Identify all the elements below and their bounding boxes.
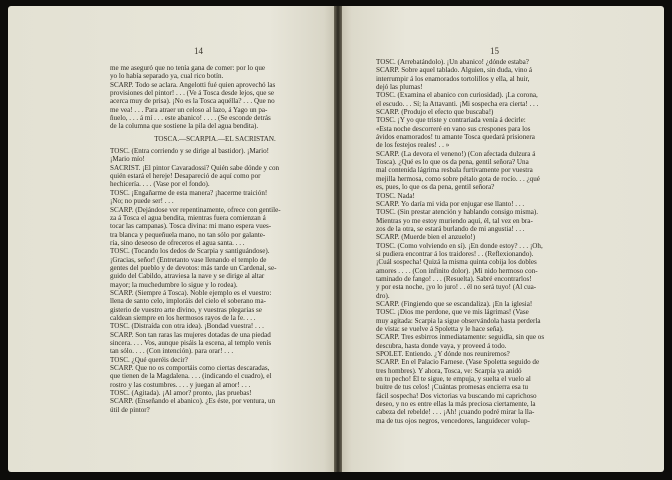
text-line: tocar las campanas). Tosca divina: mi mano espera vues- (110, 222, 272, 231)
text-line: caldean siempre en los hermosos rayos de la fe. . . . (110, 313, 256, 322)
text-line: rostro y las costumbres. . . . y juegan al amor! . . . (110, 380, 251, 389)
text-line: deseo, y no es entre ellas la más preciosa ciertamente, la (376, 400, 536, 409)
text-line: SCARP. Son tan raras las mujeres dotadas de una piedad (110, 330, 271, 339)
text-line: SCARP. Sobre aquel tablado. Alguien, sin duda, vino á (376, 66, 533, 75)
left-page (8, 6, 334, 472)
text-line: SCARP. (Produjo el efecto que buscaba!) (376, 108, 494, 117)
text-line: SCARP. (Enseñando el abanico). ¿Es éste, por ventura, un (110, 397, 276, 406)
text-line: mal contenida lágrima resbala furtivamente por vuestra (376, 166, 533, 175)
text-line: me me aseguró que no tenía gana de comer: por lo que (110, 64, 266, 72)
text-line: útil de pintor? (110, 405, 150, 414)
text-line: tan sólo. . . . (Con intención). para orar! . . . (110, 347, 234, 356)
text-line: acerca muy de prisa). ¡No es la Tosca aquélla? . . . Que no (110, 97, 275, 106)
right-page (342, 6, 664, 472)
text-line: za á Tosca el agua bendita, mientras fuera comienzan á (110, 213, 266, 222)
text-line: dro). (376, 291, 390, 300)
text-line: tres hombres). Y ahora, Tosca, ve: Scarpia ya anidó (376, 366, 522, 375)
text-line: mejilla hermosa, como sobre pétalo gota de rocío. . . ¿qué (376, 174, 540, 183)
text-line: quién estará el hereje! Desapareció de aquí como por (110, 172, 261, 181)
text-line: en tu pecho! Él te sigue, te empuja, y suelta el vuelo al (376, 375, 531, 384)
text-line: de los festejos reales! . . » (376, 141, 450, 150)
text-line: SCARP. Que no os comportáis como ciertas descaradas, (110, 364, 270, 373)
text-line: es, pues, lo que os da pena, gentil señora? (376, 183, 495, 192)
text-line: provisiones del pintor! . . . (Ve á Tosca desde lejos, que se (110, 89, 275, 98)
text-line: buitre de tus celos! ¡Cuántas promesas encierra esa tu (376, 383, 529, 392)
text-line: SPOLET. Entiendo. ¿Y dónde nos reuniremos? (376, 350, 510, 359)
text-line: SCARP. (La devora el veneno!) (Con afectada dulzura á (376, 149, 536, 158)
text-line: ría, sino deseoso de ofreceros el agua santa. . . . (110, 238, 245, 247)
text-line: mayor; la muchedumbre lo sigue y lo rodea). (110, 280, 238, 289)
text-line: amores . . . . (Con infinito dolor). ¡Mi nido hermoso con- (376, 266, 538, 275)
text-line: SCARP. Yo daría mi vida por enjugar ese llanto! . . . (376, 199, 525, 208)
text-line: SCARP. (Siempre á Tosca). Noble ejemplo es el vuestro: (110, 288, 272, 297)
text-line: TOSC. (Agitada). ¡Al amor? pronto, ¡las pruebas! (110, 389, 252, 398)
text-line: SCARP. Todo se aclara. Angelotti fué quien aprovechó las (110, 80, 276, 89)
text-line: de la columna que sostiene la pila del agua bendita). (110, 122, 259, 131)
text-line: si pudiera encontrar á los traidores! . . (Reflexionando). (376, 249, 534, 258)
text-line: TOSC. (Examina el abanico con curiosidad). ¡La corona, (376, 91, 538, 100)
text-line: TOSC. (Como volviendo en sí). ¡En donde estoy? . . . ¡Oh, (376, 241, 543, 250)
left-page-text (110, 64, 320, 414)
left-page-number: 14 (194, 46, 203, 56)
text-line: SCARP. (Dejándose ver repentinamente, ofrece con gentile- (110, 205, 281, 214)
book-gutter (334, 6, 342, 472)
text-line: guido del Cabildo, atraviesa la nave y se dirige al altar (110, 272, 265, 281)
text-line: ma de tus ojos negros, vencedores, languidecer volup- (376, 416, 530, 425)
text-line: «Esta noche descorreré en vano sus crespones para los (376, 124, 531, 133)
text-line: TOSC. ¡Dios me perdone, que ve mis lágrimas! (Vase (376, 308, 529, 317)
text-line: ¡Mario mío! (110, 155, 145, 164)
text-line: TOSC. ¡Engañarme de esta manera? ¡hacerme traición! (110, 188, 268, 197)
text-line: que tienen de la Magdalena. . . . (indicando el cuadro), el (110, 372, 272, 381)
text-line: TOSC. Nada! (376, 191, 415, 200)
text-line: Mientras yo me estoy muriendo aquí, él, tal vez en bra- (376, 216, 533, 225)
text-line: TOSC. (Distraída con otra idea). ¡Bondad vuestra! . . . (110, 322, 264, 331)
text-line: sincera. . . . Vos, aunque pisáis la escena, al templo venís (110, 339, 272, 347)
text-line: TOSC. (Tocando los dedos de Scarpia y santiguándose). (110, 247, 270, 256)
text-line: SCARP. (Fingiendo que se escandaliza). ¡En la iglesia! (376, 299, 533, 308)
text-line: ñuelo, . . . á mí . . . este abanico! . . . . (Se esconde detrás (110, 114, 271, 123)
text-line: de vista: se vuelve á Spoletta y le hace seña). (376, 325, 504, 333)
text-line: dejó las plumas! (376, 83, 423, 92)
book-spread (8, 6, 664, 474)
text-line: llena de santo celo, imploráis del cielo el soberano ma- (110, 297, 267, 306)
text-line: TOSC. (Arrebatándolo). ¡Un abanico! ¿dónde estaba? (376, 58, 529, 66)
text-line: gentes del pueblo y de devotos: más tarde un Cardenal, se- (110, 263, 277, 272)
text-line: TOSC. (Sin prestar atención y hablando consigo misma). (376, 208, 539, 217)
text-line: muy agitada: Scarpia la sigue observándola hasta perderla (376, 316, 541, 325)
text-line: TOSC. (Entra corriendo y se dirige al bastidor). ¡Mario! (110, 147, 270, 156)
text-line: descubra, hasta donde vaya, y proveed á todo. (376, 341, 507, 350)
text-line: SCARP. (Muerde bien el anzuelo!) (376, 233, 476, 242)
text-line: el escudo. . . Sí; la Attavanti. ¡Mi sospecha era cierta! . . . (376, 99, 539, 108)
text-line: TOSC. ¿Qué queréis decir? (110, 355, 188, 364)
text-line: hechicería. . . . (Vase por el fondo). (110, 180, 210, 189)
text-line: ávidos enamorados! tu amante Tosca quedará prisionera (376, 133, 535, 142)
right-page-number: 15 (490, 46, 499, 56)
text-line: ¡Gracias, señor! (Entretanto vase llenando el templo de (110, 255, 267, 264)
text-line: TOSCA.—SCARPIA.—EL SACRISTAN. (154, 134, 276, 143)
text-line: cabeza del rebelde! . . . ¡Ah! ¡cuando podré mirar la lla- (376, 408, 535, 417)
text-line: yo lo había separado ya, cual rico botín. (110, 72, 224, 81)
text-line: me vea! . . . Para atraer un celoso al lazo, á Yago un pa- (110, 105, 268, 114)
text-line: y por esta noche, ¡yo lo juro! . . él no será tuyo! (Al cua- (376, 283, 537, 292)
text-line: SCARP. Tres esbirros inmediatamente: seguidla, sin que os (376, 333, 545, 342)
text-line: SCARP. En el Palacio Farnese. (Vase Spoletta seguido de (376, 358, 540, 367)
text-line: zos de la otra, se estará burlando de mi angustia! . . . (376, 224, 525, 233)
text-line: interrumpir á los enamorados tortolillos y ella, al huir, (376, 74, 530, 83)
text-line: TOSC. ¡Y yo que triste y contrariada venía á decirle: (376, 116, 526, 125)
text-line: taminado de fango! . . . (Resuelta). Sabré encontrarlos! (376, 274, 532, 283)
text-line: ¡No; no puede ser! . . . (110, 197, 174, 206)
text-line: SACRIST. ¡El pintor Cavaradossi? Quién sabe dónde y con (110, 163, 280, 172)
text-line: tra blanca y pequeñuela mano, no tan sólo por galante- (110, 230, 266, 239)
text-line: Tosca). ¿Qué es lo que os da pena, gentil señora? Una (376, 158, 529, 167)
text-line: ¡Cuál sospecha! Quizá la misma quinta cobija los dobles (376, 258, 537, 267)
text-line: fácil sospecha! Dos victorias va buscando mi caprichoso (376, 391, 537, 400)
text-line: gisterio de vuestro arte divino, y vuestras plegarias se (110, 305, 262, 314)
right-page-text (376, 58, 590, 425)
